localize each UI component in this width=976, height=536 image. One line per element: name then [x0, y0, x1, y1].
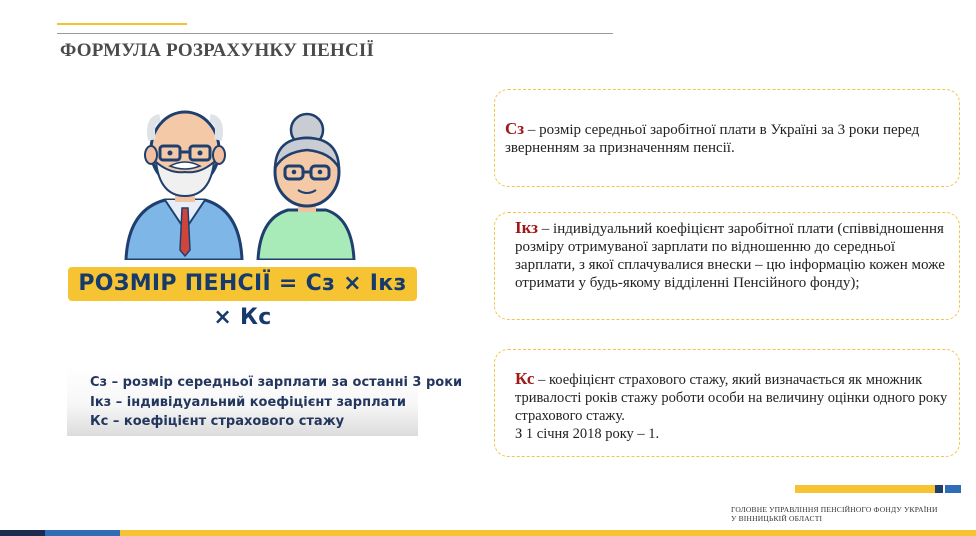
symbol-sz: Сз	[505, 119, 525, 138]
page-title: ФОРМУЛА РОЗРАХУНКУ ПЕНСІЇ	[60, 40, 375, 61]
title-rule	[57, 33, 613, 34]
card-ks-text: – коефіцієнт страхового стажу, який визначається як множник тривалості років стажу роботи особи на величину оцінки одного року страхового стажу.	[515, 372, 948, 424]
footer-org-line2: У ВІННИЦЬКІЙ ОБЛАСТІ	[731, 513, 823, 523]
card-ikz-definition	[494, 212, 960, 320]
footer-org-line1: ГОЛОВНЕ УПРАВЛІННЯ ПЕНСІЙНОГО ФОНДУ УКРАЇНИ	[731, 505, 938, 514]
legend-line-ks: Кс – коефіцієнт страхового стажу	[90, 414, 345, 429]
grandmother-figure	[258, 114, 354, 260]
footer-accent-bar	[795, 485, 961, 493]
card-sz-definition	[494, 89, 960, 187]
footer-organization	[731, 506, 971, 523]
bottom-decor-bar	[0, 530, 976, 536]
card-ks-definition	[494, 349, 960, 457]
title-accent-line	[57, 23, 187, 25]
card-sz-text: – розмір середньої заробітної плати в Україні за 3 роки перед зверненням за призначенням пенсії.	[505, 122, 920, 156]
grandfather-figure	[126, 112, 242, 260]
formula-legend	[67, 366, 463, 436]
legend-line-sz: Сз – розмір середньої зарплати за останні 3 роки	[90, 375, 463, 390]
card-ks-note: З 1 січня 2018 року – 1.	[515, 426, 660, 442]
symbol-ks: Кс	[515, 369, 535, 388]
card-ikz-text: – індивідуальний коефіцієнт заробітної плати (співвідношення розміру отримуваної зарплати по відношенню до середньої зарплати, з якої сплачувалися внески – цю інформацію кожен може отримати у будь-якому відділенні Пенсійного фонду);	[515, 221, 945, 291]
symbol-ikz: Ікз	[515, 218, 539, 237]
pensioners-illustration	[120, 100, 360, 260]
legend-line-ikz: Ікз – індивідуальний коефіцієнт зарплати	[90, 395, 407, 410]
pension-formula-banner: РОЗМІР ПЕНСІЇ = Сз × Ікз × Кс	[68, 267, 417, 301]
